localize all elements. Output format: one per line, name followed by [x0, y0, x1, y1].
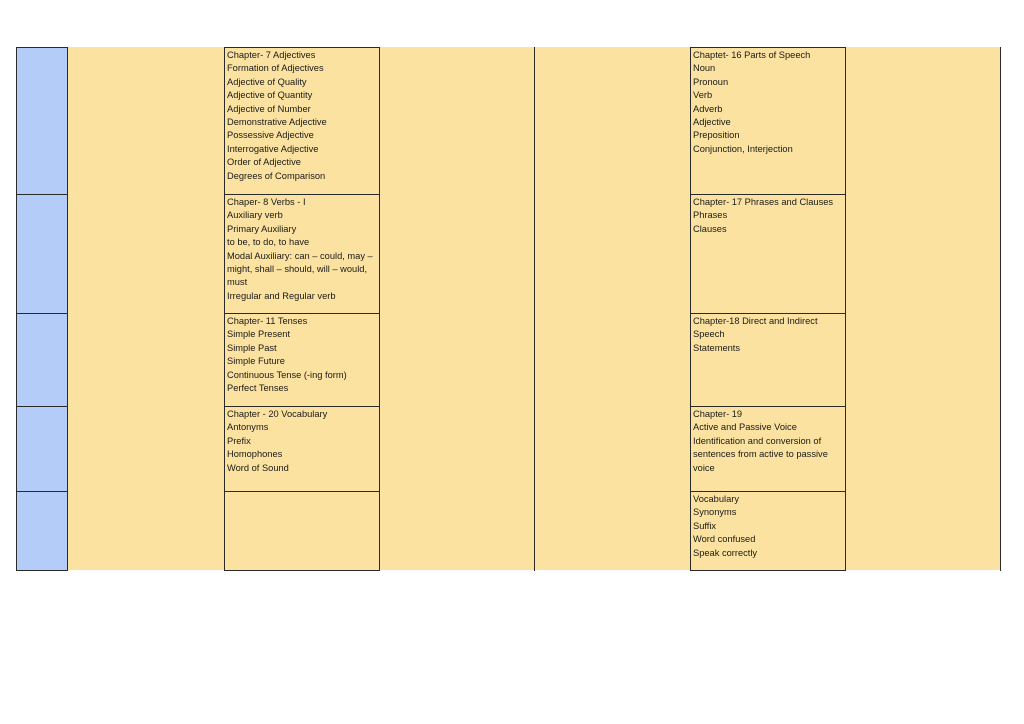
topic-line: Prefix [227, 435, 251, 446]
left-topic-cell [224, 194, 380, 314]
topic-line: Continuous Tense (-ing form) [227, 369, 347, 380]
topic-line: must [227, 277, 248, 288]
right-topic-cell [690, 491, 846, 571]
left-topic-cell [224, 406, 380, 492]
topic-line: sentences from active to passive [693, 449, 828, 460]
row-marker-cell [16, 47, 68, 195]
topic-line: Suffix [693, 520, 717, 531]
topic-line: Auxiliary verb [227, 210, 283, 221]
chapter-heading: Chaptet- 16 Parts of Speech [693, 50, 811, 60]
right-topic-cell [690, 406, 846, 492]
topic-line: Demonstrative Adjective [227, 117, 327, 128]
topic-line: Speech [693, 329, 725, 340]
column-divider [534, 47, 535, 571]
chapter-heading: Vocabulary [693, 494, 739, 504]
topic-line: Modal Auxiliary: can – could, may – [227, 250, 373, 261]
topic-line: Degrees of Comparison [227, 170, 326, 181]
topic-line: Statements [693, 342, 741, 353]
table-right-edge [1000, 47, 1001, 571]
topic-line: Conjunction, Interjection [693, 143, 793, 154]
topic-line: Possessive Adjective [227, 130, 314, 141]
topic-line: Active and Passive Voice [693, 422, 797, 433]
topic-line: Word of Sound [227, 462, 289, 473]
left-topic-cell [224, 47, 380, 195]
topic-line: Pronoun [693, 76, 729, 87]
chapter-heading: Chapter- 7 Adjectives [227, 50, 316, 60]
row-marker-cell [16, 313, 68, 407]
row-marker-cell [16, 406, 68, 492]
left-topic-cell [224, 313, 380, 407]
topic-line: Phrases [693, 210, 728, 221]
right-topic-cell [690, 47, 846, 195]
topic-line: might, shall – should, will – would, [227, 264, 368, 275]
topic-line: Adjective [693, 117, 731, 128]
chapter-heading: Chapter- 11 Tenses [227, 316, 308, 326]
topic-line: Word confused [693, 534, 756, 545]
chapter-heading: Chapter - 20 Vocabulary [227, 409, 328, 419]
topic-line: Adverb [693, 103, 723, 114]
chapter-heading: Chapter-18 Direct and Indirect [693, 316, 818, 326]
topic-line: Simple Future [227, 356, 285, 367]
topic-line: to be, to do, to have [227, 237, 310, 248]
topic-line: Order of Adjective [227, 157, 301, 168]
topic-line: Perfect Tenses [227, 383, 289, 394]
topic-line: Adjective of Number [227, 103, 311, 114]
topic-line: Irregular and Regular verb [227, 290, 336, 301]
topic-line: Clauses [693, 223, 727, 234]
topic-line: Interrogative Adjective [227, 143, 319, 154]
topic-line: Preposition [693, 130, 740, 141]
topic-line: Synonyms [693, 507, 737, 518]
topic-line: Homophones [227, 449, 283, 460]
chapter-heading: Chapter- 19 [693, 409, 743, 419]
left-topic-cell [224, 491, 380, 571]
topic-line: voice [693, 462, 715, 473]
topic-line: Adjective of Quality [227, 76, 307, 87]
row-marker-cell [16, 194, 68, 314]
topic-line: Noun [693, 63, 716, 74]
right-topic-cell [690, 313, 846, 407]
right-topic-cell [690, 194, 846, 314]
topic-line: Identification and conversion of [693, 435, 822, 446]
topic-line: Primary Auxiliary [227, 223, 297, 234]
topic-line: Antonyms [227, 422, 269, 433]
topic-line: Adjective of Quantity [227, 90, 313, 101]
topic-line: Verb [693, 90, 713, 101]
topic-line: Simple Present [227, 329, 291, 340]
chapter-heading: Chapter- 17 Phrases and Clauses [693, 197, 834, 207]
row-marker-cell [16, 491, 68, 571]
topic-line: Speak correctly [693, 547, 758, 558]
chapter-heading: Chaper- 8 Verbs - I [227, 197, 306, 207]
topic-line: Simple Past [227, 342, 277, 353]
topic-line: Formation of Adjectives [227, 63, 324, 74]
